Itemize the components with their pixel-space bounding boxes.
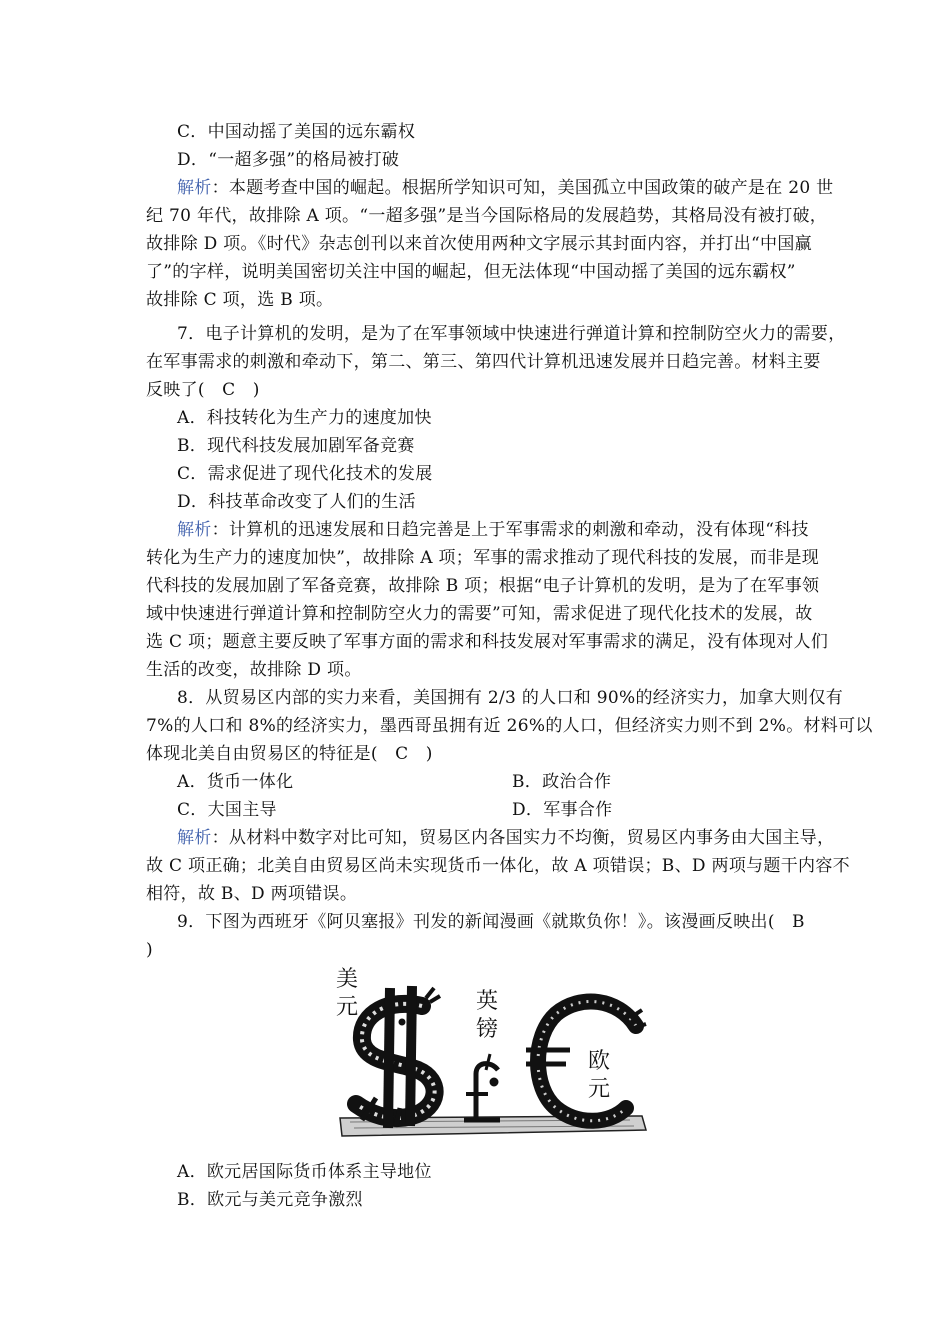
q6-analysis-line-4: 了”的字样，说明美国密切关注中国的崛起，但无法体现“中国动摇了美国的远东霸权” [146, 262, 796, 282]
q8-option-a: A．货币一体化 [177, 772, 294, 792]
analysis-label: 解析 [177, 178, 212, 198]
q9-stem-line-1: 9．下图为西班牙《阿贝塞报》刊发的新闻漫画《就欺负你！》。该漫画反映出( B [177, 912, 805, 932]
label-pound-line2: 镑 [476, 1017, 499, 1042]
q8-stem-line-3: 体现北美自由贸易区的特征是( C ) [146, 744, 433, 764]
q8-analysis-line-3: 相符，故 B、D 两项错误。 [146, 884, 358, 904]
label-euro-line2: 元 [588, 1077, 611, 1102]
q7-option-b: B．现代科技发展加剧军备竞赛 [177, 436, 415, 456]
q6-analysis-line-5: 故排除 C 项，选 B 项。 [146, 290, 334, 310]
analysis-label: 解析 [177, 520, 212, 540]
q6-analysis-line-2: 纪 70 年代，故排除 A 项。“一超多强”是当今国际格局的发展趋势，其格局没有被打破， [146, 206, 828, 226]
currency-cartoon-svg [330, 958, 650, 1144]
q7-stem-line-3: 反映了( C ) [146, 380, 260, 400]
q7-analysis-line-5: 选 C 项；题意主要反映了军事方面的需求和科技发展对军事需求的满足，没有体现对人们 [146, 632, 829, 652]
q8-stem-line-1: 8．从贸易区内部的实力来看，美国拥有 2/3 的人口和 90%的经济实力，加拿大则仅有 [177, 688, 844, 708]
q6-option-c: C．中国动摇了美国的远东霸权 [177, 122, 416, 142]
q9-option-b: B．欧元与美元竞争激烈 [177, 1190, 363, 1210]
q7-option-a: A．科技转化为生产力的速度加快 [177, 408, 432, 428]
q6-analysis-line-1: 解析：本题考查中国的崛起。根据所学知识可知，美国孤立中国政策的破产是在 20 世 [177, 178, 834, 198]
label-euro-line1: 欧 [588, 1049, 611, 1074]
q7-analysis-line-1: 解析：计算机的迅速发展和日趋完善是上于军事需求的刺激和牵动，没有体现“科技 [177, 520, 809, 540]
q6-option-d: D．“一超多强”的格局被打破 [177, 150, 400, 170]
q8-analysis-line-2: 故 C 项正确；北美自由贸易区尚未实现货币一体化，故 A 项错误；B、D 两项与题干内容不 [146, 856, 850, 876]
q7-stem-line-2: 在军事需求的刺激和牵动下，第二、第三、第四代计算机迅速发展并日趋完善。材料主要 [146, 352, 821, 372]
label-dollar-line2: 元 [336, 995, 359, 1020]
q8-option-d: D．军事合作 [512, 800, 613, 820]
label-pound-line1: 英 [476, 989, 499, 1014]
dollar-sign-figure [356, 986, 440, 1128]
q9-option-a: A．欧元居国际货币体系主导地位 [177, 1162, 432, 1182]
q7-option-d: D．科技革命改变了人们的生活 [177, 492, 416, 512]
q7-analysis-line-6: 生活的改变，故排除 D 项。 [146, 660, 362, 680]
label-dollar-line1: 美 [336, 967, 359, 992]
q7-stem-line-1: 7．电子计算机的发明，是为了在军事领域中快速进行弹道计算和控制防空火力的需要， [177, 324, 846, 344]
q7-analysis-line-3: 代科技的发展加剧了军备竞赛，故排除 B 项；根据“电子计算机的发明，是为了在军事领 [146, 576, 820, 596]
q8-option-b: B．政治合作 [512, 772, 612, 792]
analysis-label: 解析 [177, 828, 212, 848]
q7-option-c: C．需求促进了现代化技术的发展 [177, 464, 433, 484]
q6-analysis-line-3: 故排除 D 项。《时代》杂志创刊以来首次使用两种文字展示其封面内容，并打出“中国赢 [146, 234, 812, 254]
q7-analysis-line-4: 域中快速进行弹道计算和控制防空火力的需要”可知，需求促进了现代化技术的发展，故 [146, 604, 813, 624]
pound-sign-figure [464, 1054, 500, 1120]
euro-sign-figure [526, 1002, 646, 1121]
q9-stem-line-2: ) [146, 940, 153, 960]
currency-cartoon [330, 958, 650, 1144]
q8-stem-line-2: 7%的人口和 8%的经济实力，墨西哥虽拥有近 26%的人口，但经济实力则不到 2%。材料可以 [146, 716, 873, 736]
q8-analysis-line-1: 解析：从材料中数字对比可知，贸易区内各国实力不均衡，贸易区内事务由大国主导， [177, 828, 835, 848]
q8-option-c: C．大国主导 [177, 800, 277, 820]
q7-analysis-line-2: 转化为生产力的速度加快”，故排除 A 项；军事的需求推动了现代科技的发展，而非是现 [146, 548, 820, 568]
